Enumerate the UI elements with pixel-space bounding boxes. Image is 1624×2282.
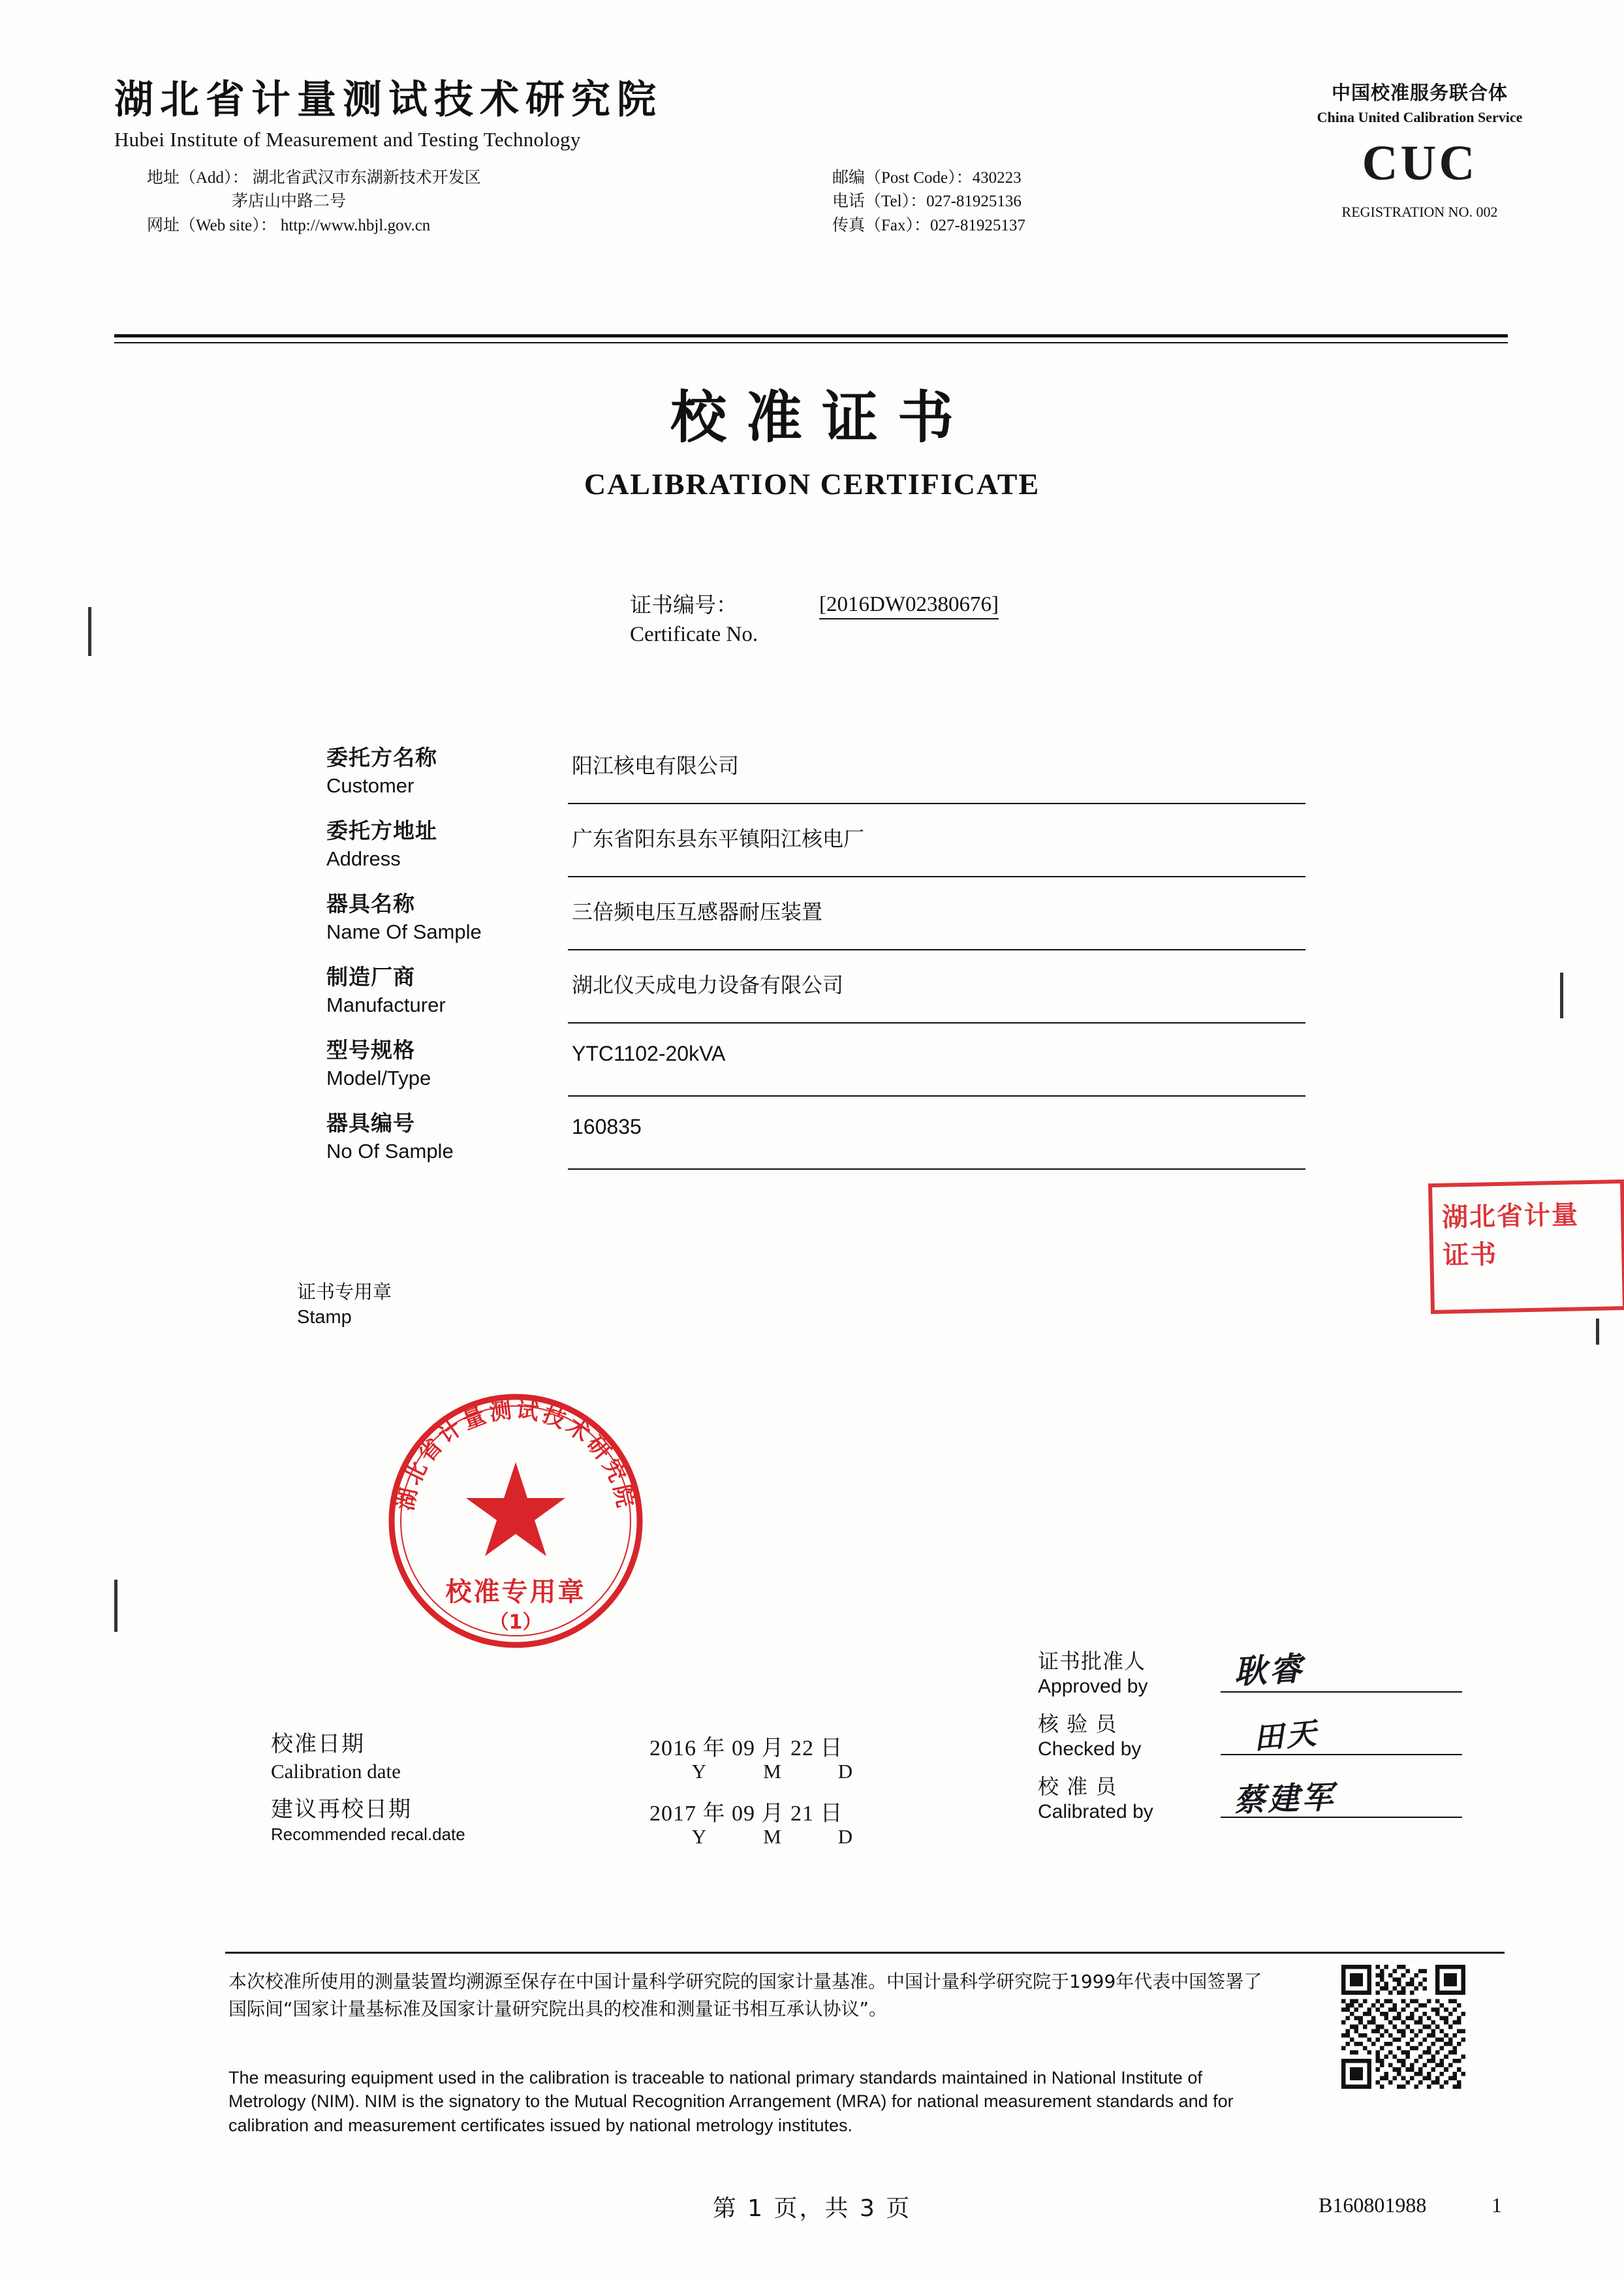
checked-by-label [1038,1711,1141,1762]
sample-info-table [326,744,1319,1183]
cuc-name-en: China United Calibration Service [1317,109,1523,125]
traceability-note-en: The measuring equipment used in the calibration is traceable to national primary standards maintained in National Institute of Metrology (NIM). NIM is the signatory to the Mutual Recognition Arrangement (MRA) for national measurement standards and for calibration and measurement certificates issued by national metrology institutes. [228,2068,1234,2135]
field-row-address [326,817,1319,890]
approved-by-line [1221,1691,1462,1693]
contact-left-column [147,166,708,238]
certificate-no-label-en: Certificate No. [630,622,758,646]
svg-text:校准专用章: 校准专用章 [445,1577,586,1607]
model-type-label [326,1037,542,1091]
recal-date-units [663,1825,882,1849]
unit-year-1: Y [691,1760,707,1783]
approved-by-label [1038,1648,1148,1699]
approved-by-signature: 耿睿 [1232,1649,1305,1691]
calibrated-by-signature: 蔡建军 [1233,1779,1337,1819]
no-of-sample-label-en: No Of Sample [326,1140,454,1163]
svg-text:湖北省计量测试技术研究院: 湖北省计量测试技术研究院 [392,1397,639,1513]
red-rectangular-seal [1428,1180,1624,1314]
signature-row-checked-by [1038,1711,1521,1774]
organization-name-en: Hubei Institute of Measurement and Testing Technology [114,128,581,151]
address-line-1: 地址（Add）： 湖北省武汉市东湖新技术开发区 [147,169,481,187]
red-seal-line-2: 证书 [1442,1239,1498,1271]
stamp-label-cn: 证书专用章 [297,1281,392,1303]
recal-date-label-cn: 建议再校日期 [271,1796,412,1822]
field-row-manufacturer [326,963,1319,1037]
recal-date-label-en: Recommended recal.date [271,1824,465,1845]
stamp-label-en: Stamp [297,1307,352,1328]
certificate-no-value: [2016DW02380676] [819,593,999,619]
tel-line: 电话（Tel）：027-81925136 [832,193,1022,211]
calibration-date-units [663,1760,882,1783]
page-indicator: 第 1 页，共 3 页 [712,2195,912,2222]
manufacturer-label [326,963,542,1018]
customer-label [326,744,542,799]
page-title-en: CALIBRATION CERTIFICATE [584,467,1040,501]
calibrated-by-label-en: Calibrated by [1038,1801,1153,1822]
header-divider-thin [114,342,1508,343]
website-line: 网址（Web site）： http://www.hbjl.gov.cn [147,216,431,234]
field-row-no-of-sample [326,1110,1319,1183]
calibration-date-row [271,1730,1022,1795]
manufacturer-label-en: Manufacturer [326,993,446,1017]
address-label-en: Address [326,847,401,871]
address-value: 广东省阳东县东平镇阳江核电厂 [568,820,1305,877]
unit-year-2: Y [691,1825,707,1848]
manufacturer-label-cn: 制造厂商 [326,964,415,990]
recal-date-label [271,1795,465,1846]
traceability-note-cn: 本次校准所使用的测量装置均溯源至保存在中国计量科学研究院的国家计量基准。中国计量科学研究院于1999年代表中国签署了国际间“国家计量基标准及国家计量研究院出具的校准和测量证书相互承认协议”。 [228,1971,1262,2020]
calibrated-by-label-cn: 校 准 员 [1038,1774,1117,1799]
signature-block [1038,1648,1521,1836]
scan-mark-right-2 [1596,1319,1599,1345]
certificate-no-label [630,591,758,649]
checked-by-label-cn: 核 验 员 [1038,1712,1117,1736]
calibrated-by-label [1038,1774,1153,1824]
cuc-logo-block [1250,78,1589,221]
signature-row-calibrated-by [1038,1774,1521,1836]
stamp-label [297,1279,392,1330]
address-line-2: 茅店山中路二号 [232,193,347,211]
field-row-name-of-sample [326,890,1319,963]
unit-day-2: D [837,1825,853,1848]
approved-by-label-en: Approved by [1038,1676,1148,1697]
no-of-sample-label [326,1110,542,1164]
official-round-seal [385,1390,646,1651]
checked-by-label-en: Checked by [1038,1738,1142,1760]
recal-date-row [271,1795,1022,1860]
field-row-customer [326,744,1319,817]
organization-name-cn: 湖北省计量测试技术研究院 [114,77,663,123]
cuc-name-cn: 中国校准服务联合体 [1331,82,1508,104]
name-of-sample-label-en: Name Of Sample [326,920,482,944]
no-of-sample-value: 160835 [568,1112,1305,1170]
calibration-date-value: 2016 年 09 月 22 日 [649,1736,843,1760]
cuc-wordmark-icon: CUC [1362,136,1478,191]
unit-month-2: M [763,1825,781,1848]
checked-by-signature: 田天 [1252,1715,1320,1757]
calibrated-by-line [1221,1817,1462,1818]
checked-by-line [1221,1754,1462,1755]
calibration-date-label-en: Calibration date [271,1760,401,1783]
model-type-value: YTC1102-20kVA [568,1039,1305,1097]
fax-line: 传真（Fax）：027-81925137 [832,216,1025,234]
approved-by-label-cn: 证书批准人 [1038,1649,1146,1674]
page-title-cn: 校准证书 [670,385,973,450]
calibration-date-label [271,1730,401,1785]
unit-day-1: D [837,1760,853,1783]
customer-label-en: Customer [326,774,414,798]
document-header [114,77,1523,234]
postcode-line: 邮编（Post Code）：430223 [832,169,1022,187]
customer-label-cn: 委托方名称 [326,745,437,770]
certificate-no-label-cn: 证书编号： [630,592,738,617]
dates-block [271,1730,1022,1860]
scan-mark-right [1560,973,1563,1018]
red-seal-line-1: 湖北省计量 [1441,1200,1580,1233]
address-label-cn: 委托方地址 [326,818,437,843]
header-divider-thick [114,334,1508,337]
calibration-date-label-cn: 校准日期 [271,1731,365,1757]
recal-date-value: 2017 年 09 月 21 日 [649,1802,843,1826]
name-of-sample-value: 三倍频电压互感器耐压装置 [568,893,1305,950]
manufacturer-value: 湖北仪天成电力设备有限公司 [568,966,1305,1024]
footer-page-number: 1 [1491,2193,1502,2217]
footer-divider [225,1952,1505,1954]
name-of-sample-label [326,890,542,945]
svg-text:（1）: （1） [489,1611,542,1634]
scan-mark-bottom [114,1580,117,1632]
scan-mark-top [88,607,91,656]
cuc-registration-no: REGISTRATION NO. 002 [1341,204,1498,220]
model-type-label-en: Model/Type [326,1067,431,1090]
model-type-label-cn: 型号规格 [326,1037,415,1063]
name-of-sample-label-cn: 器具名称 [326,891,415,916]
address-label [326,817,542,872]
qr-code-icon [1341,1965,1465,2089]
no-of-sample-label-cn: 器具编号 [326,1110,415,1136]
unit-month-1: M [763,1760,781,1783]
field-row-model-type [326,1037,1319,1110]
document-serial-number: B160801988 [1319,2193,1427,2217]
contact-right-column [832,166,1289,238]
signature-row-approved-by [1038,1648,1521,1711]
customer-value: 阳江核电有限公司 [568,747,1305,804]
